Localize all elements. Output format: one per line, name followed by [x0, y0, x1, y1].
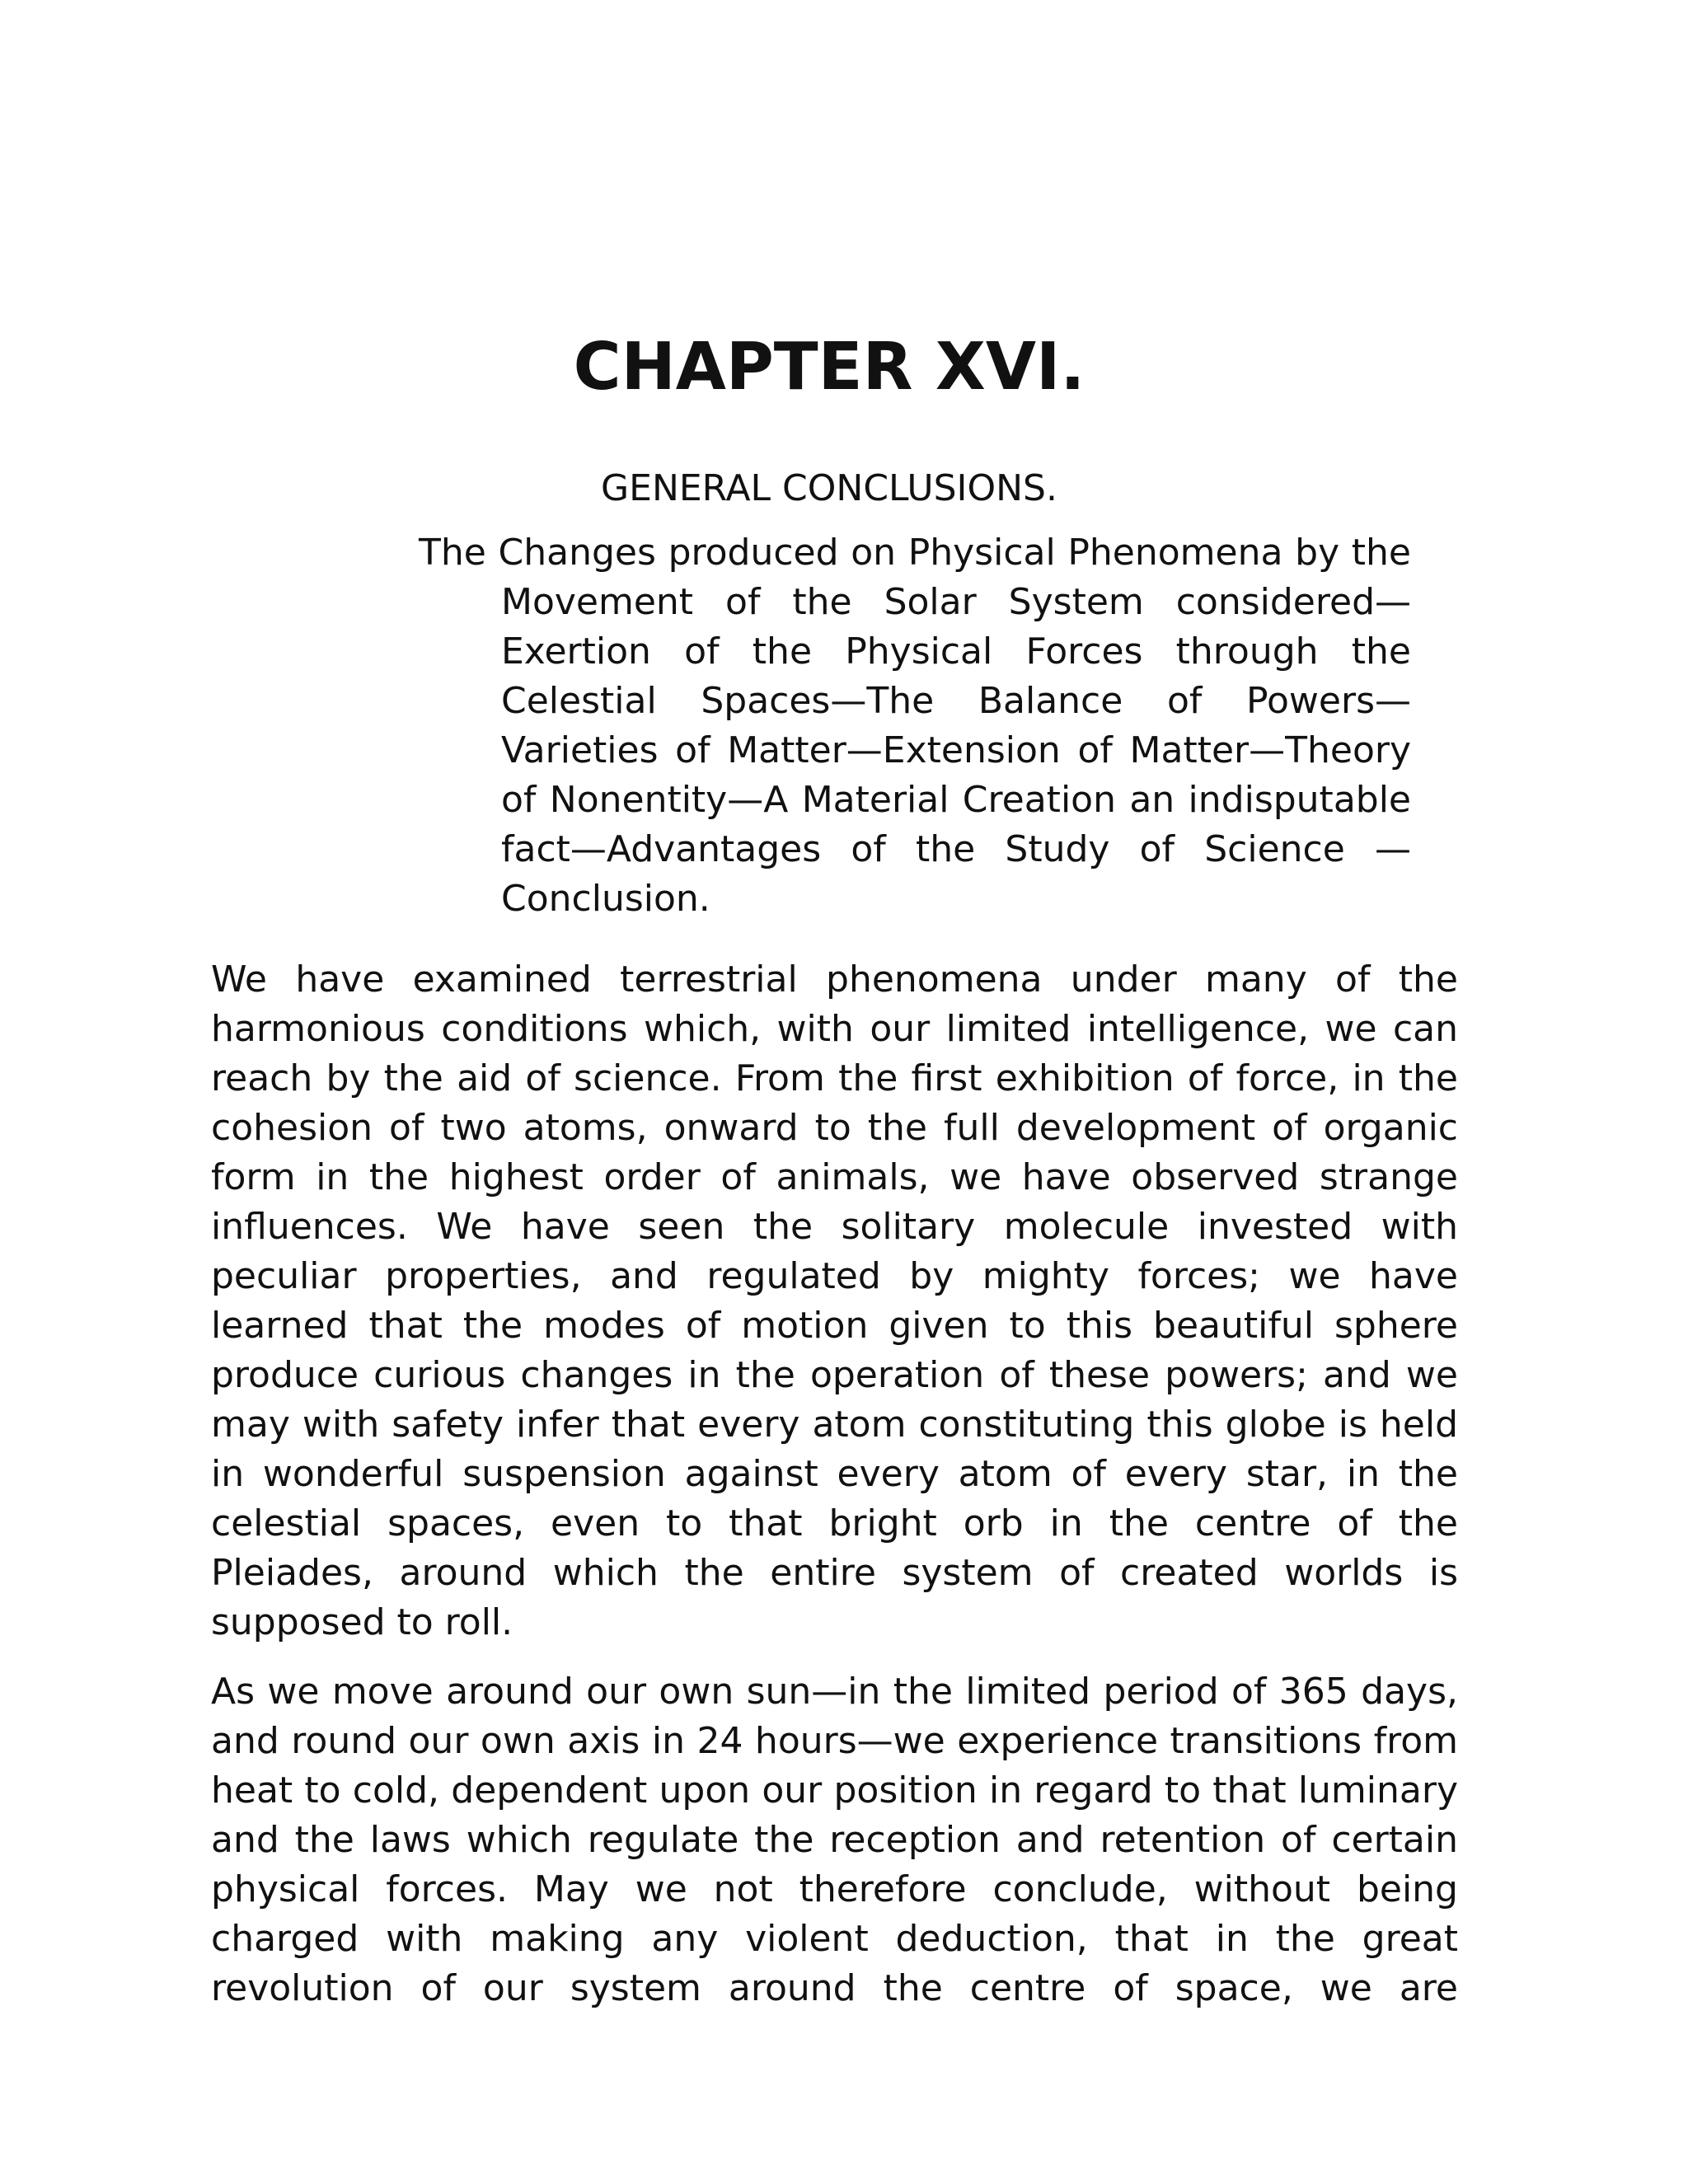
chapter-synopsis: The Changes produced on Physical Phenomena by the Movement of the Solar System considered—Exertion of the Physical Forces through the Celestial Spaces—The Balance of Powers—Varieties of Matter—Extension of Matter—Theory of Nonentity—A Material Creation an indisputable fact—Advantages of the Study of Science —Conclusion.: [419, 532, 1411, 920]
chapter-body: [211, 955, 1458, 2033]
body-paragraph-2: As we move around our own sun—in the limited period of 365 days, and round our own axis in 24 hours—we experience transitions from heat to cold, dependent upon our position in regard to that luminary and the laws which regulate the reception and retention of certain physical forces. May we not therefore conclude, without being charged with making any violent deduction, that in the great revolution of our system around the centre of space, we are: [211, 1671, 1458, 2009]
chapter-subtitle: GENERAL CONCLUSIONS.: [601, 467, 1057, 509]
body-paragraph-1: We have examined terrestrial phenomena under many of the harmonious conditions which, with our limited intelligence, we can reach by the aid of science. From the first exhibition of force, in the cohesion of two atoms, onward to the full development of organic form in the highest order of animals, we have observed strange influences. We have seen the solitary molecule invested with peculiar properties, and regulated by mighty forces; we have learned that the modes of motion given to this beautiful sphere produce curious changes in the operation of these powers; and we may with safety infer that every atom constituting this globe is held in wonderful suspension against every atom of every star, in the celestial spaces, even to that bright orb in the centre of the Pleiades, around which the entire system of created worlds is supposed to roll.: [211, 958, 1458, 1643]
chapter-title: CHAPTER XVI.: [573, 329, 1085, 405]
